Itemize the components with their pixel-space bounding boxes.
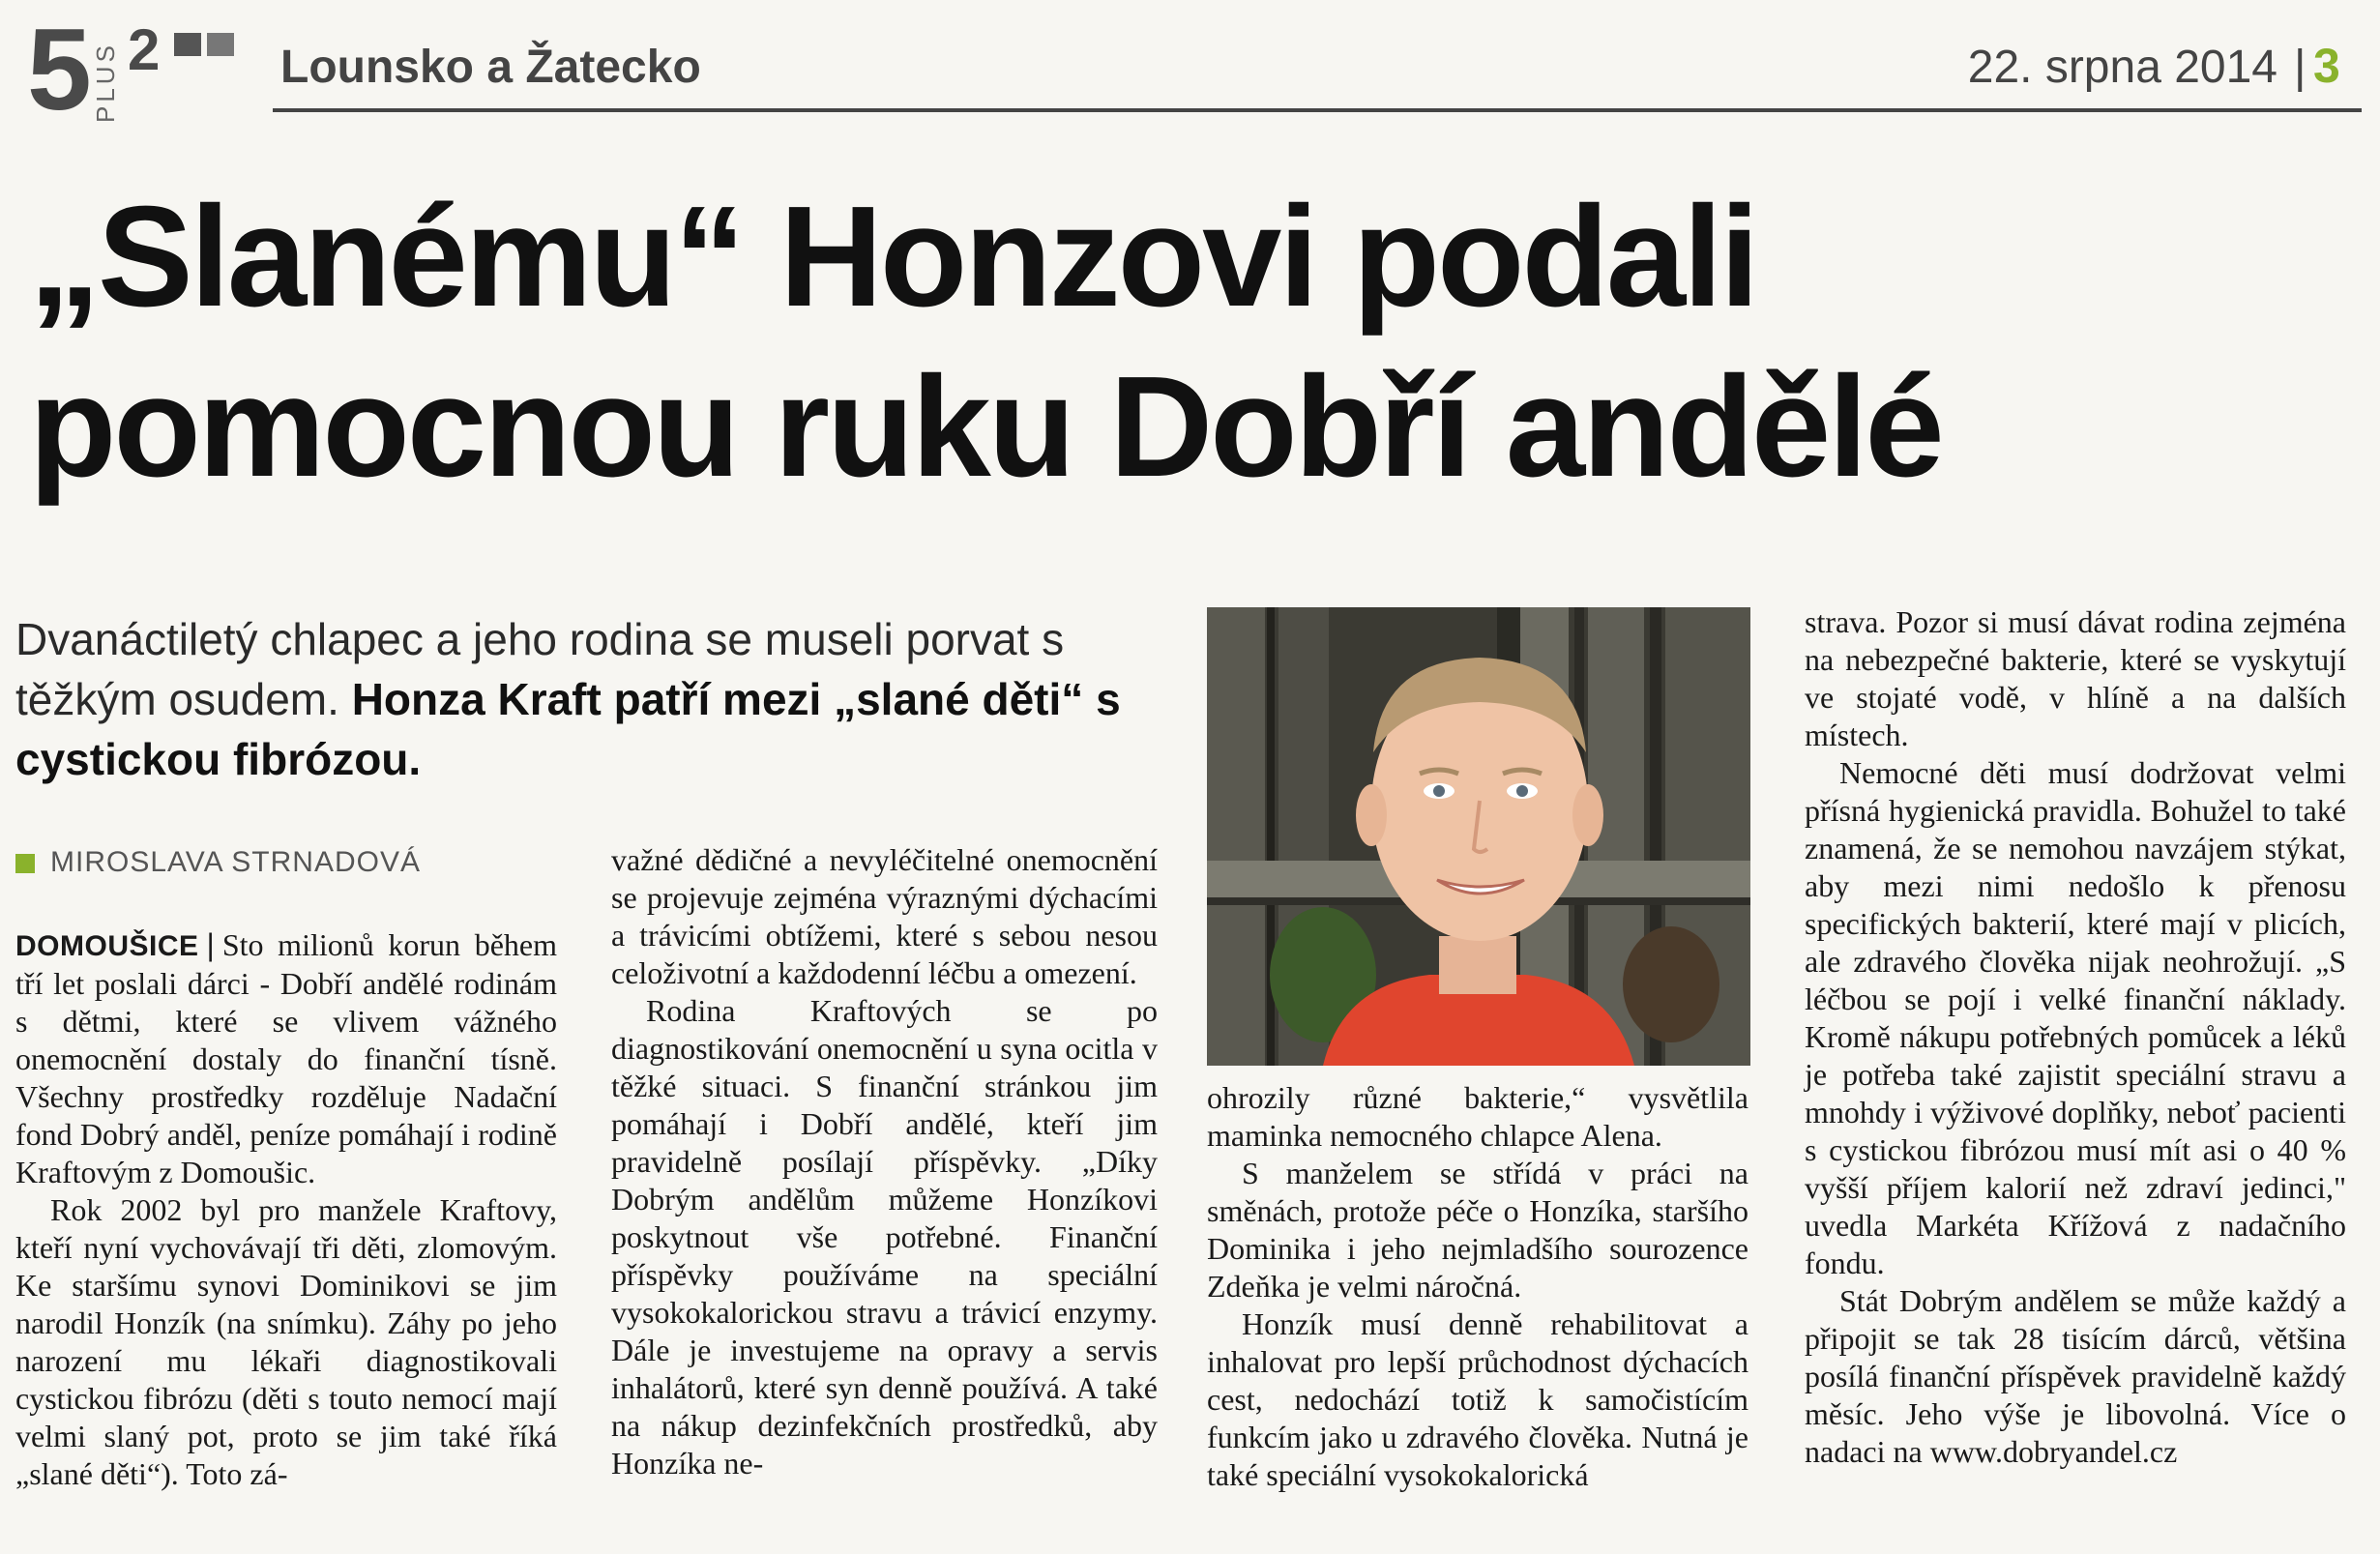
body-paragraph: Rodina Kraftových se po diagnostikování onemocnění u syna ocitla v těžké situaci. S finanční stránkou jim pomáhají i Dobří andělé, kteří jim pravidelně posílají příspěvky. „Díky Dobrým andělům můžeme Honzíkovi poskytnout vše potřebné. Finanční příspěvky používáme na speciální vysokokalorickou stravu a trávicí enzymy. Dále je investujeme na opravy a servis inhalátorů, které syn denně používá. A také na nákup dezinfekčních prostředků, aby Honzíka ne- bbox=[611, 993, 1158, 1481]
logo-plus: PLUS bbox=[91, 42, 120, 123]
section-region: Lounsko a Žatecko bbox=[280, 42, 701, 93]
headline bbox=[29, 172, 2360, 549]
logo-square bbox=[207, 33, 234, 56]
paragraph-text: Sto milionů korun během tří let poslali dárci - Dobří andělé rodinám s dětmi, které se vlivem vážného onemocnění dostaly do finanční tísně. Všechny prostředky rozděluje Nadační fond Dobrý anděl, peníze pomáhají i rodině Kraftovým z Domoušic. bbox=[15, 927, 557, 1189]
dateline-separator: | bbox=[206, 927, 215, 962]
headline-line-1: „Slanému“ Honzovi podali bbox=[29, 177, 1757, 337]
logo-two: 2 bbox=[128, 17, 161, 82]
page-number: 3 bbox=[2313, 39, 2340, 93]
lead-text: Dvanáctiletý chlapec a jeho rodina se museli porvat s těžkým osudem. bbox=[15, 614, 1065, 724]
logo-number: 5 bbox=[27, 5, 88, 134]
body-paragraph: Honzík musí denně rehabilitovat a inhalovat pro lepší průchodnost dýchacích cest, nedochází totiž k samočistícím funkcím jako u zdravého člověka. Nutná je také speciální vysokokalorická bbox=[1207, 1306, 1748, 1492]
issue-date: 22. srpna 2014 bbox=[1967, 42, 2277, 93]
header-rule bbox=[273, 108, 2362, 112]
body-paragraph: Rok 2002 byl pro manžele Kraftovy, kteří nyní vychovávají tři děti, zlomovým. Ke staršímu synovi Dominikovi se jim narodil Honzík (na snímku). Záhy po jeho narození mu lékaři diagnostikovali cystickou fibrózu (děti s touto nemocí mají velmi slaný pot, proto se jim také říká „slané děti“). Toto zá- bbox=[15, 1192, 557, 1491]
byline: MIROSLAVA STRNADOVÁ bbox=[50, 846, 421, 878]
body-paragraph: ohrozily různé bakterie,“ vysvětlila maminka nemocného chlapce Alena. bbox=[1207, 1080, 1748, 1153]
article-column-3 bbox=[1207, 1079, 1748, 1543]
logo-square bbox=[174, 33, 201, 56]
body-paragraph: važné dědičné a nevyléčitelné onemocnění se projevuje zejména výraznými dýchacími a trávicími obtížemi, které s sebou nesou celoživotní a každodenní léčbu a omezení. bbox=[611, 842, 1158, 990]
article-column-2 bbox=[611, 841, 1158, 1547]
headline-line-2: pomocnou ruku Dobří andělé bbox=[29, 347, 1942, 507]
boy-portrait-photo bbox=[1207, 607, 1750, 1066]
article-column-1 bbox=[15, 926, 557, 1545]
body-paragraph: Nemocné děti musí dodržovat velmi přísná hygienická pravidla. Bohužel to také znamená, že se nemohou navzájem stýkat, aby mezi nimi nedošlo k přenosu specifických bakterií, které mají v plicích, ale zdravého člověka nijak neohrožují. „S léčbou se pojí i velké finanční náklady. Kromě nákupu potřebných pomůcek a léků je potřeba také zajistit speciální stravu a mnohdy i výživové doplňky, neboť pacienti s cystickou fibrózou musí mít asi o 40 % vyšší příjem kalorií než zdraví jedinci," uvedla Markéta Křížová z nadačního fondu. bbox=[1805, 755, 2346, 1280]
article-photo bbox=[1207, 607, 1750, 1066]
body-paragraph bbox=[15, 926, 557, 1191]
body-paragraph: S manželem se střídá v práci na směnách, protože péče o Honzíka, staršího Dominika i jeho nejmladšího sourozence Zdeňka je velmi náročná. bbox=[1207, 1156, 1748, 1304]
body-paragraph: strava. Pozor si musí dávat rodina zejména na nebezpečné bakterie, které se vyskytují ve stojaté vodě, v hlíně a na dalších místech. bbox=[1805, 604, 2346, 752]
date-separator: | bbox=[2294, 42, 2307, 93]
body-paragraph: Stát Dobrým andělem se může každý a připojit se tak 28 tisícím dárců, většina posílá finanční příspěvek pravidelně každý měsíc. Jeho výše je libovolná. Více o nadaci na www.dobryandel.cz bbox=[1805, 1283, 2346, 1469]
lead-paragraph bbox=[15, 609, 1176, 783]
article-column-4 bbox=[1805, 603, 2346, 1547]
dateline: DOMOUŠICE bbox=[15, 930, 199, 962]
lead-bold-text: Honza Kraft patří mezi „slané děti“ s cystickou fibrózou. bbox=[15, 674, 1121, 784]
byline-marker bbox=[15, 854, 35, 873]
